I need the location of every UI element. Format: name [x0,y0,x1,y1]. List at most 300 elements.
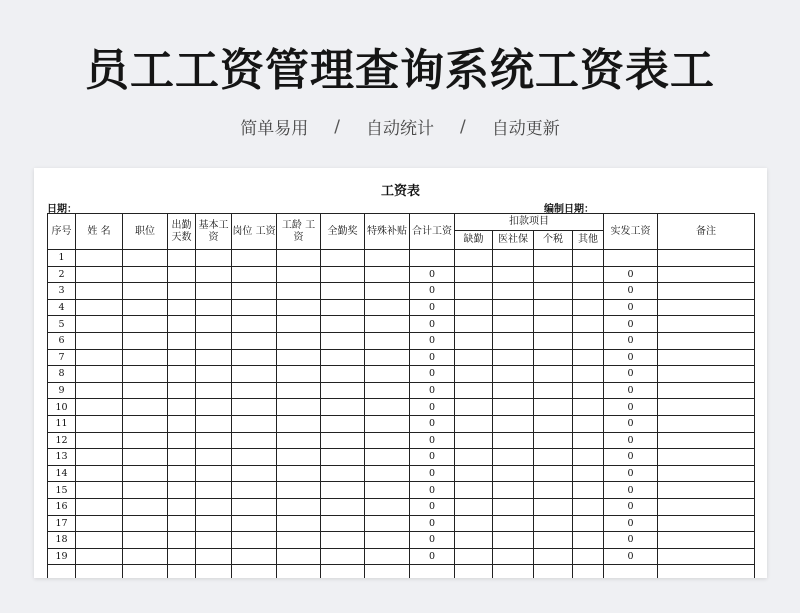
table-cell[interactable] [196,349,232,366]
table-cell[interactable] [658,299,755,316]
cell-total-salary[interactable]: 0 [410,266,455,283]
table-cell[interactable] [76,482,123,499]
table-cell[interactable] [76,266,123,283]
table-cell[interactable] [76,515,123,532]
cell-net-salary[interactable]: 0 [604,532,658,549]
table-cell[interactable] [76,498,123,515]
cell-total-salary[interactable] [410,250,455,267]
table-cell[interactable] [534,515,573,532]
cell-total-salary[interactable]: 0 [410,498,455,515]
table-cell[interactable] [168,482,196,499]
table-cell[interactable] [455,548,493,565]
table-cell[interactable] [365,465,410,482]
table-cell[interactable] [534,299,573,316]
table-cell[interactable] [277,482,321,499]
cell-net-salary[interactable]: 0 [604,382,658,399]
table-cell[interactable] [232,482,277,499]
cell-total-salary[interactable]: 0 [410,399,455,416]
cell-total-salary[interactable] [410,565,455,578]
table-cell[interactable] [534,548,573,565]
table-cell[interactable] [493,299,534,316]
cell-seq[interactable]: 2 [48,266,76,283]
table-cell[interactable] [277,532,321,549]
table-cell[interactable] [232,299,277,316]
table-cell[interactable] [123,316,168,333]
table-cell[interactable] [123,283,168,300]
table-cell[interactable] [321,266,365,283]
table-cell[interactable] [76,415,123,432]
table-cell[interactable] [534,332,573,349]
table-cell[interactable] [365,482,410,499]
cell-seq[interactable] [48,565,76,578]
cell-net-salary[interactable]: 0 [604,515,658,532]
cell-seq[interactable]: 13 [48,449,76,466]
table-cell[interactable] [168,250,196,267]
table-cell[interactable] [573,349,604,366]
table-cell[interactable] [232,565,277,578]
table-cell[interactable] [658,565,755,578]
table-cell[interactable] [365,432,410,449]
table-cell[interactable] [365,349,410,366]
table-cell[interactable] [76,316,123,333]
table-cell[interactable] [534,432,573,449]
table-cell[interactable] [123,250,168,267]
table-cell[interactable] [658,432,755,449]
table-cell[interactable] [534,399,573,416]
table-cell[interactable] [277,349,321,366]
table-cell[interactable] [365,515,410,532]
table-cell[interactable] [573,415,604,432]
table-cell[interactable] [534,366,573,383]
table-cell[interactable] [76,382,123,399]
table-cell[interactable] [455,432,493,449]
cell-total-salary[interactable]: 0 [410,548,455,565]
table-cell[interactable] [232,465,277,482]
table-cell[interactable] [168,565,196,578]
table-cell[interactable] [573,515,604,532]
table-cell[interactable] [658,515,755,532]
table-cell[interactable] [277,332,321,349]
table-cell[interactable] [232,316,277,333]
table-cell[interactable] [76,565,123,578]
table-cell[interactable] [196,382,232,399]
table-cell[interactable] [365,250,410,267]
table-cell[interactable] [321,299,365,316]
table-cell[interactable] [658,382,755,399]
cell-total-salary[interactable]: 0 [410,532,455,549]
cell-net-salary[interactable]: 0 [604,366,658,383]
table-cell[interactable] [168,266,196,283]
table-cell[interactable] [76,349,123,366]
cell-net-salary[interactable] [604,250,658,267]
table-cell[interactable] [493,366,534,383]
table-cell[interactable] [573,382,604,399]
table-cell[interactable] [493,266,534,283]
table-cell[interactable] [321,432,365,449]
table-cell[interactable] [573,449,604,466]
table-cell[interactable] [658,366,755,383]
table-cell[interactable] [196,399,232,416]
cell-seq[interactable]: 9 [48,382,76,399]
table-cell[interactable] [365,266,410,283]
table-cell[interactable] [455,316,493,333]
table-cell[interactable] [123,498,168,515]
table-cell[interactable] [277,399,321,416]
table-cell[interactable] [493,283,534,300]
table-cell[interactable] [534,565,573,578]
table-cell[interactable] [76,250,123,267]
table-cell[interactable] [277,283,321,300]
table-cell[interactable] [277,250,321,267]
table-cell[interactable] [123,382,168,399]
table-cell[interactable] [534,482,573,499]
table-cell[interactable] [534,449,573,466]
table-cell[interactable] [658,250,755,267]
table-cell[interactable] [455,415,493,432]
table-cell[interactable] [277,316,321,333]
table-cell[interactable] [573,465,604,482]
cell-net-salary[interactable]: 0 [604,498,658,515]
table-cell[interactable] [76,332,123,349]
cell-seq[interactable]: 4 [48,299,76,316]
table-cell[interactable] [455,482,493,499]
cell-seq[interactable]: 12 [48,432,76,449]
table-cell[interactable] [321,532,365,549]
table-cell[interactable] [196,548,232,565]
table-cell[interactable] [658,399,755,416]
table-cell[interactable] [455,349,493,366]
table-cell[interactable] [168,532,196,549]
table-cell[interactable] [168,283,196,300]
table-cell[interactable] [365,316,410,333]
table-cell[interactable] [196,498,232,515]
table-cell[interactable] [573,548,604,565]
table-cell[interactable] [493,349,534,366]
table-cell[interactable] [573,366,604,383]
cell-net-salary[interactable]: 0 [604,266,658,283]
table-cell[interactable] [534,498,573,515]
table-cell[interactable] [277,432,321,449]
table-cell[interactable] [365,299,410,316]
table-cell[interactable] [658,449,755,466]
table-cell[interactable] [534,316,573,333]
table-cell[interactable] [455,449,493,466]
table-cell[interactable] [455,565,493,578]
table-cell[interactable] [123,266,168,283]
cell-seq[interactable]: 15 [48,482,76,499]
table-cell[interactable] [76,366,123,383]
table-cell[interactable] [455,250,493,267]
table-cell[interactable] [232,498,277,515]
cell-total-salary[interactable]: 0 [410,316,455,333]
table-cell[interactable] [455,332,493,349]
cell-total-salary[interactable]: 0 [410,432,455,449]
cell-net-salary[interactable]: 0 [604,432,658,449]
table-cell[interactable] [168,515,196,532]
table-cell[interactable] [573,332,604,349]
table-cell[interactable] [321,548,365,565]
cell-net-salary[interactable]: 0 [604,299,658,316]
table-cell[interactable] [232,266,277,283]
table-cell[interactable] [76,399,123,416]
table-cell[interactable] [196,482,232,499]
cell-seq[interactable]: 1 [48,250,76,267]
table-cell[interactable] [365,532,410,549]
table-cell[interactable] [168,399,196,416]
table-cell[interactable] [658,465,755,482]
table-cell[interactable] [658,532,755,549]
cell-total-salary[interactable]: 0 [410,449,455,466]
table-cell[interactable] [277,299,321,316]
table-cell[interactable] [365,498,410,515]
table-cell[interactable] [196,515,232,532]
table-cell[interactable] [168,498,196,515]
cell-net-salary[interactable]: 0 [604,316,658,333]
cell-net-salary[interactable]: 0 [604,465,658,482]
cell-net-salary[interactable]: 0 [604,399,658,416]
table-cell[interactable] [232,415,277,432]
table-cell[interactable] [123,565,168,578]
table-cell[interactable] [493,316,534,333]
table-cell[interactable] [277,465,321,482]
table-cell[interactable] [321,283,365,300]
table-cell[interactable] [277,498,321,515]
table-cell[interactable] [365,332,410,349]
table-cell[interactable] [321,332,365,349]
table-cell[interactable] [573,498,604,515]
table-cell[interactable] [534,415,573,432]
table-cell[interactable] [277,266,321,283]
table-cell[interactable] [196,316,232,333]
table-cell[interactable] [455,515,493,532]
table-cell[interactable] [573,482,604,499]
cell-net-salary[interactable]: 0 [604,415,658,432]
table-cell[interactable] [534,382,573,399]
cell-total-salary[interactable]: 0 [410,415,455,432]
table-cell[interactable] [196,415,232,432]
table-cell[interactable] [196,299,232,316]
table-cell[interactable] [534,465,573,482]
table-cell[interactable] [232,366,277,383]
cell-total-salary[interactable]: 0 [410,515,455,532]
table-cell[interactable] [168,316,196,333]
table-cell[interactable] [493,565,534,578]
table-cell[interactable] [196,366,232,383]
table-cell[interactable] [365,283,410,300]
table-cell[interactable] [123,515,168,532]
table-cell[interactable] [232,349,277,366]
table-cell[interactable] [493,415,534,432]
table-cell[interactable] [232,432,277,449]
cell-seq[interactable]: 11 [48,415,76,432]
table-cell[interactable] [232,532,277,549]
table-cell[interactable] [76,299,123,316]
table-cell[interactable] [365,382,410,399]
table-cell[interactable] [277,449,321,466]
cell-net-salary[interactable]: 0 [604,349,658,366]
table-cell[interactable] [196,283,232,300]
table-cell[interactable] [493,482,534,499]
table-cell[interactable] [534,349,573,366]
table-cell[interactable] [168,332,196,349]
table-cell[interactable] [196,432,232,449]
table-cell[interactable] [321,349,365,366]
table-cell[interactable] [123,399,168,416]
table-cell[interactable] [321,565,365,578]
table-cell[interactable] [493,250,534,267]
cell-total-salary[interactable]: 0 [410,366,455,383]
table-cell[interactable] [168,465,196,482]
table-cell[interactable] [232,332,277,349]
table-cell[interactable] [534,532,573,549]
cell-net-salary[interactable]: 0 [604,548,658,565]
table-cell[interactable] [168,548,196,565]
table-cell[interactable] [321,465,365,482]
table-cell[interactable] [168,432,196,449]
table-cell[interactable] [196,532,232,549]
cell-seq[interactable]: 5 [48,316,76,333]
table-cell[interactable] [277,515,321,532]
table-cell[interactable] [168,415,196,432]
table-cell[interactable] [658,316,755,333]
table-cell[interactable] [455,283,493,300]
cell-net-salary[interactable]: 0 [604,283,658,300]
table-cell[interactable] [365,399,410,416]
table-cell[interactable] [123,415,168,432]
table-cell[interactable] [534,266,573,283]
table-cell[interactable] [573,299,604,316]
table-cell[interactable] [493,532,534,549]
cell-total-salary[interactable]: 0 [410,349,455,366]
table-cell[interactable] [365,548,410,565]
table-cell[interactable] [321,382,365,399]
cell-net-salary[interactable]: 0 [604,449,658,466]
table-cell[interactable] [534,283,573,300]
table-cell[interactable] [168,366,196,383]
table-cell[interactable] [321,250,365,267]
table-cell[interactable] [277,565,321,578]
table-cell[interactable] [123,299,168,316]
table-cell[interactable] [455,532,493,549]
table-cell[interactable] [321,449,365,466]
table-cell[interactable] [232,449,277,466]
table-cell[interactable] [658,283,755,300]
table-cell[interactable] [455,266,493,283]
table-cell[interactable] [232,250,277,267]
table-cell[interactable] [658,415,755,432]
cell-seq[interactable]: 18 [48,532,76,549]
cell-seq[interactable]: 3 [48,283,76,300]
table-cell[interactable] [123,349,168,366]
table-cell[interactable] [168,349,196,366]
cell-seq[interactable]: 7 [48,349,76,366]
table-cell[interactable] [232,382,277,399]
table-cell[interactable] [321,399,365,416]
table-cell[interactable] [493,432,534,449]
table-cell[interactable] [455,498,493,515]
cell-seq[interactable]: 8 [48,366,76,383]
table-cell[interactable] [455,465,493,482]
table-cell[interactable] [277,382,321,399]
table-cell[interactable] [277,415,321,432]
table-cell[interactable] [321,498,365,515]
table-cell[interactable] [196,449,232,466]
table-cell[interactable] [123,482,168,499]
table-cell[interactable] [658,266,755,283]
table-cell[interactable] [493,449,534,466]
cell-total-salary[interactable]: 0 [410,382,455,399]
cell-seq[interactable]: 16 [48,498,76,515]
table-cell[interactable] [658,548,755,565]
table-cell[interactable] [168,382,196,399]
table-cell[interactable] [168,449,196,466]
table-cell[interactable] [455,382,493,399]
table-cell[interactable] [123,432,168,449]
table-cell[interactable] [573,432,604,449]
table-cell[interactable] [573,266,604,283]
table-cell[interactable] [168,299,196,316]
table-cell[interactable] [123,366,168,383]
table-cell[interactable] [493,399,534,416]
table-cell[interactable] [573,399,604,416]
table-cell[interactable] [455,299,493,316]
table-cell[interactable] [658,498,755,515]
table-cell[interactable] [196,565,232,578]
cell-total-salary[interactable]: 0 [410,283,455,300]
table-cell[interactable] [573,316,604,333]
table-cell[interactable] [658,332,755,349]
table-cell[interactable] [455,366,493,383]
table-cell[interactable] [493,382,534,399]
cell-total-salary[interactable]: 0 [410,299,455,316]
table-cell[interactable] [123,449,168,466]
table-cell[interactable] [277,548,321,565]
table-cell[interactable] [196,250,232,267]
table-cell[interactable] [232,283,277,300]
table-cell[interactable] [232,399,277,416]
cell-total-salary[interactable]: 0 [410,332,455,349]
table-cell[interactable] [76,532,123,549]
cell-net-salary[interactable] [604,565,658,578]
table-cell[interactable] [76,548,123,565]
table-cell[interactable] [365,565,410,578]
table-cell[interactable] [321,415,365,432]
table-cell[interactable] [123,548,168,565]
table-cell[interactable] [76,449,123,466]
table-cell[interactable] [493,548,534,565]
cell-total-salary[interactable]: 0 [410,465,455,482]
table-cell[interactable] [196,332,232,349]
table-cell[interactable] [365,449,410,466]
table-cell[interactable] [365,415,410,432]
table-cell[interactable] [232,515,277,532]
table-cell[interactable] [658,482,755,499]
cell-seq[interactable]: 14 [48,465,76,482]
table-cell[interactable] [76,432,123,449]
table-cell[interactable] [321,316,365,333]
cell-net-salary[interactable]: 0 [604,332,658,349]
table-cell[interactable] [573,565,604,578]
table-cell[interactable] [277,366,321,383]
table-cell[interactable] [196,266,232,283]
table-cell[interactable] [76,283,123,300]
cell-seq[interactable]: 6 [48,332,76,349]
cell-net-salary[interactable]: 0 [604,482,658,499]
table-cell[interactable] [365,366,410,383]
table-cell[interactable] [493,515,534,532]
table-cell[interactable] [493,465,534,482]
table-cell[interactable] [123,532,168,549]
